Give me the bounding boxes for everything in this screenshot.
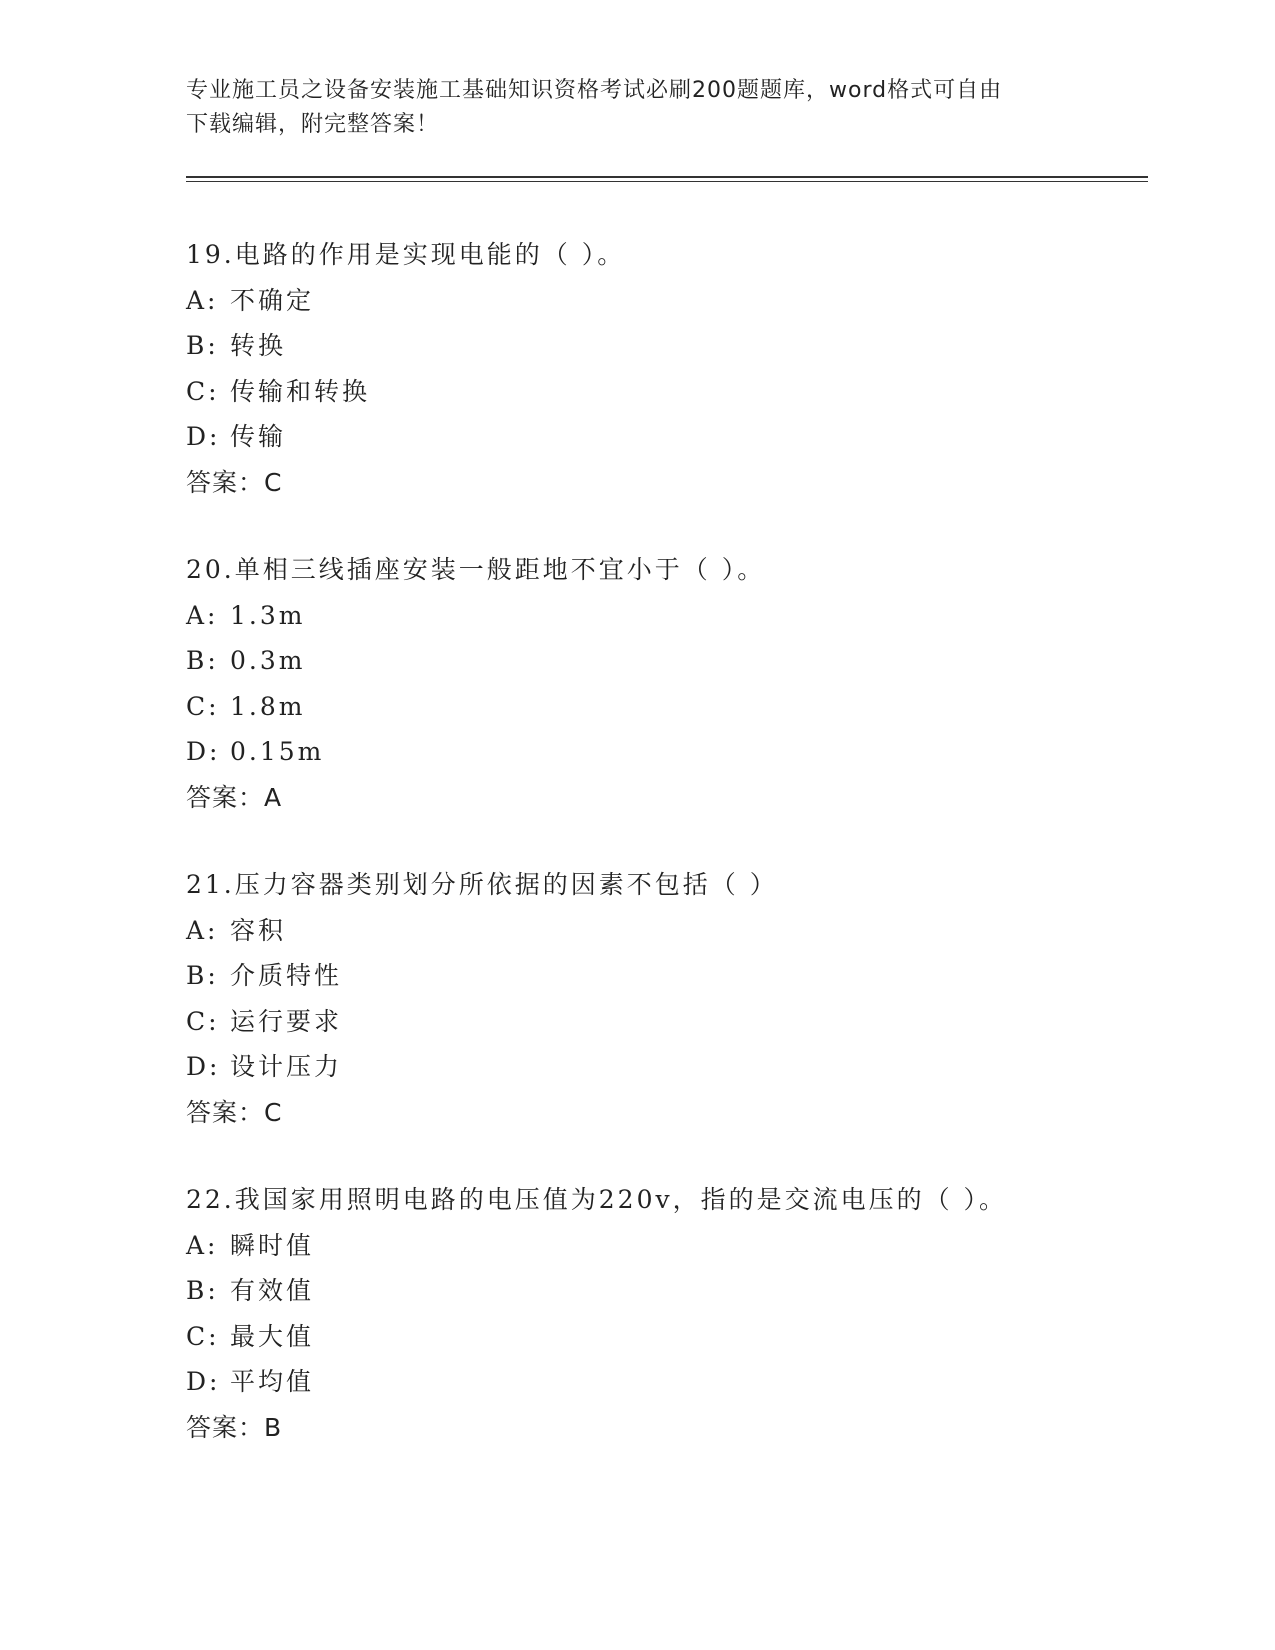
option-text: 0.15m: [230, 737, 325, 766]
option-key: A:: [186, 600, 219, 630]
option-d: [186, 729, 1146, 775]
option-c: [186, 684, 1146, 730]
option-key: C:: [186, 1006, 220, 1036]
option-b: [186, 1268, 1146, 1314]
option-text: 运行要求: [230, 1006, 343, 1036]
option-text: 容积: [230, 915, 287, 945]
question-19: [186, 232, 1146, 505]
option-key: D:: [186, 1367, 221, 1396]
option-text: 介质特性: [230, 961, 343, 990]
question-20: [186, 547, 1146, 820]
question-stem: 22.我国家用照明电路的电压值为220v，指的是交流电压的（ ）。: [186, 1185, 1008, 1214]
question-22: [186, 1177, 1146, 1450]
header-divider-bottom: [186, 181, 1148, 182]
option-text: 不确定: [230, 285, 315, 315]
option-a: [186, 1223, 1146, 1269]
option-key: C:: [186, 691, 220, 721]
option-key: B:: [186, 331, 219, 360]
option-text: 平均值: [230, 1367, 315, 1396]
header-title-line-1: 专业施工员之设备安装施工基础知识资格考试必刷200题题库，word格式可自由: [186, 78, 1003, 103]
option-c: [186, 369, 1146, 415]
question-21: [186, 862, 1146, 1135]
option-text: 1.3m: [230, 600, 306, 630]
answer-line: 答案：C: [186, 467, 283, 497]
answer-line: 答案：C: [186, 1097, 283, 1127]
option-key: A:: [186, 1230, 219, 1260]
option-c: [186, 1314, 1146, 1360]
option-key: B:: [186, 646, 219, 675]
option-c: [186, 999, 1146, 1045]
option-key: A:: [186, 285, 219, 315]
header-title-line-2: 下载编辑，附完整答案！: [186, 112, 440, 137]
option-d: [186, 414, 1146, 460]
option-text: 传输和转换: [230, 376, 371, 406]
option-key: B:: [186, 1276, 219, 1305]
document-header: [186, 74, 1066, 142]
answer-line: 答案：A: [186, 782, 283, 812]
option-key: C:: [186, 376, 220, 406]
option-key: D:: [186, 422, 221, 451]
option-text: 有效值: [230, 1276, 315, 1305]
option-key: D:: [186, 1052, 221, 1081]
option-a: [186, 278, 1146, 324]
question-stem: 19.电路的作用是实现电能的（ ）。: [186, 240, 626, 269]
option-b: [186, 638, 1146, 684]
header-divider-top: [186, 176, 1148, 178]
option-a: [186, 593, 1146, 639]
option-key: D:: [186, 737, 221, 766]
question-stem: 21.压力容器类别划分所依据的因素不包括（ ）: [186, 870, 778, 899]
option-key: C:: [186, 1321, 220, 1351]
option-b: [186, 953, 1146, 999]
option-b: [186, 323, 1146, 369]
option-text: 0.3m: [230, 646, 306, 675]
option-key: B:: [186, 961, 219, 990]
question-list: [186, 232, 1146, 1492]
option-text: 转换: [230, 331, 287, 360]
option-text: 最大值: [230, 1321, 315, 1351]
option-text: 传输: [230, 422, 287, 451]
option-a: [186, 908, 1146, 954]
option-text: 1.8m: [230, 691, 306, 721]
option-d: [186, 1359, 1146, 1405]
answer-line: 答案：B: [186, 1412, 283, 1442]
option-d: [186, 1044, 1146, 1090]
option-key: A:: [186, 915, 219, 945]
option-text: 设计压力: [230, 1052, 343, 1081]
option-text: 瞬时值: [230, 1230, 315, 1260]
question-stem: 20.单相三线插座安装一般距地不宜小于（ ）。: [186, 555, 766, 584]
